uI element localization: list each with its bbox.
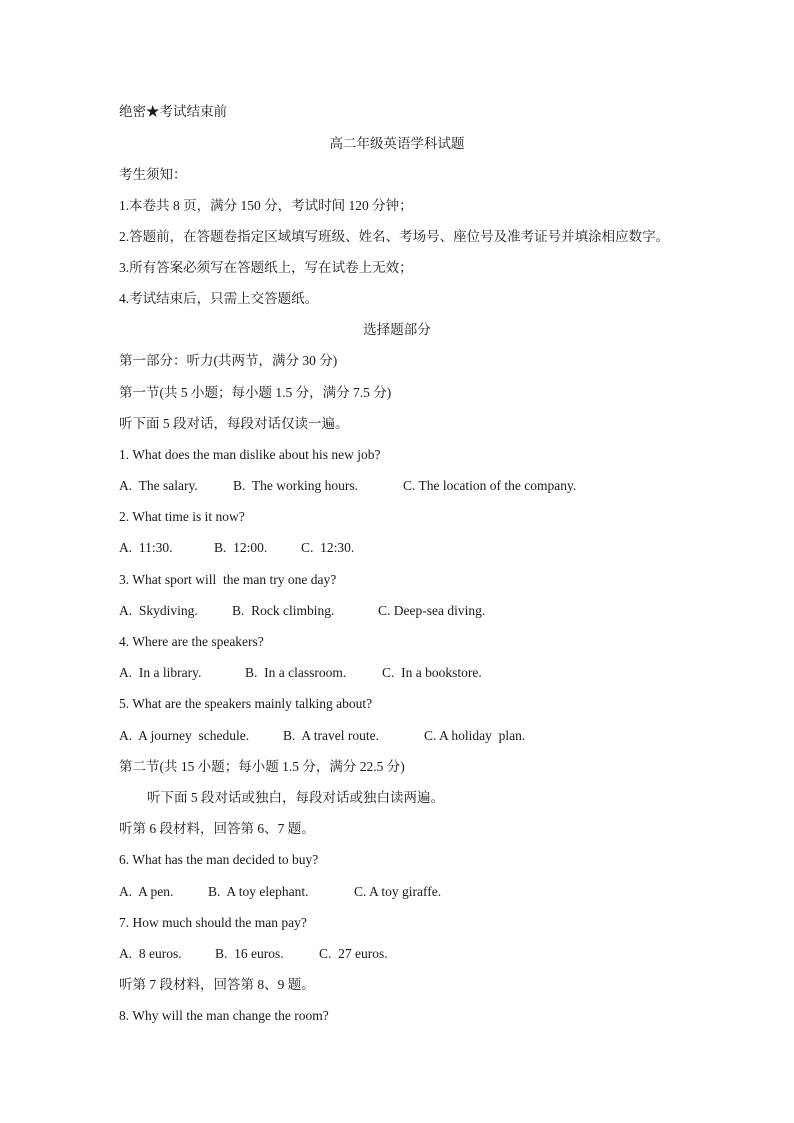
option-a: A. Skydiving. [119,603,198,618]
question-text: 2. What time is it now? [119,509,245,524]
option-a: A. 8 euros. [119,946,182,961]
option-a: A. 11:30. [119,540,173,555]
page-title: 高二年级英语学科试题 [329,136,465,151]
option-a: A. A journey schedule. [119,728,250,743]
option-c: C. In a bookstore. [382,665,482,680]
part-heading: 第一部分：听力(共两节，满分 30 分) [119,353,338,368]
question-text: 3. What sport will the man try one day? [119,572,337,587]
section-instruction: 听下面 5 段对话，每段对话仅读一遍。 [119,416,349,431]
option-c: C. A toy giraffe. [354,884,442,899]
material-note: 听第 7 段材料，回答第 8、9 题。 [119,977,315,992]
option-b: B. Rock climbing. [232,603,335,618]
notice-item: 3.所有答案必须写在答题纸上，写在试卷上无效； [119,260,413,275]
option-c: C. A holiday plan. [424,728,526,743]
option-b: B. 12:00. [214,540,268,555]
option-a: A. A pen. [119,884,174,899]
material-note: 听第 6 段材料，回答第 6、7 题。 [119,821,315,836]
section-heading: 第二节(共 15 小题；每小题 1.5 分，满分 22.5 分) [119,759,405,774]
question-text: 4. Where are the speakers? [119,634,264,649]
option-a: A. The salary. [119,478,198,493]
option-a: A. In a library. [119,665,202,680]
notice-item: 2.答题前，在答题卷指定区域填写班级、姓名、考场号、座位号及准考证号并填涂相应数字。 [119,229,670,244]
question-text: 8. Why will the man change the room? [119,1008,329,1023]
section-instruction: 听下面 5 段对话或独白，每段对话或独白读两遍。 [147,790,444,805]
question-text: 7. How much should the man pay? [119,915,307,930]
option-c: C. 27 euros. [319,946,388,961]
question-text: 5. What are the speakers mainly talking about? [119,696,373,711]
notice-item: 4.考试结束后，只需上交答题纸。 [119,291,319,306]
option-b: B. A toy elephant. [208,884,309,899]
option-c: C. 12:30. [301,540,355,555]
section-heading: 第一节(共 5 小题；每小题 1.5 分，满分 7.5 分) [119,385,392,400]
confidential-mark: 绝密★考试结束前 [119,104,227,119]
question-text: 6. What has the man decided to buy? [119,852,319,867]
section-title: 选择题部分 [363,322,431,337]
option-c: C. The location of the company. [403,478,577,493]
notice-item: 1.本卷共 8 页，满分 150 分，考试时间 120 分钟； [119,198,413,213]
option-c: C. Deep-sea diving. [378,603,486,618]
option-b: B. 16 euros. [215,946,284,961]
option-b: B. A travel route. [283,728,379,743]
question-text: 1. What does the man dislike about his new job? [119,447,381,462]
option-b: B. In a classroom. [245,665,347,680]
notice-heading: 考生须知： [119,167,187,182]
option-b: B. The working hours. [233,478,358,493]
